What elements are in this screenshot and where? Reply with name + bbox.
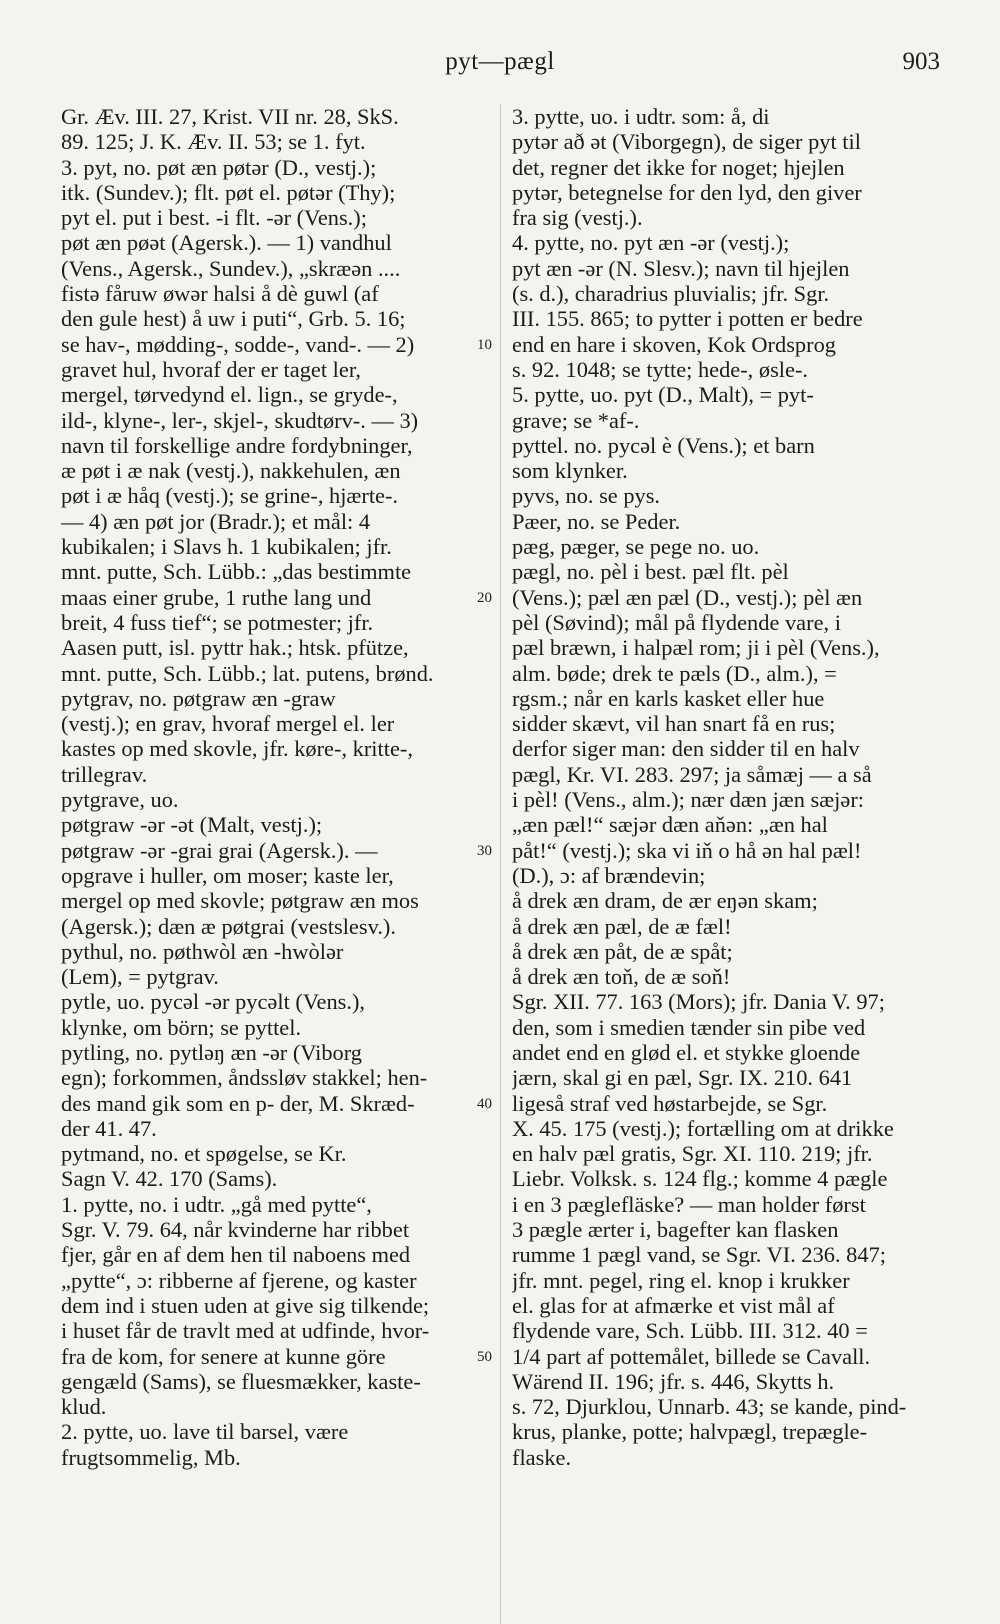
text-line: trillegrav. (61, 761, 148, 787)
text-line: pyt æn -ər (N. Slesv.); navn til hjejlen (512, 255, 850, 281)
text-line: pèl (Søvind); mål på flydende vare, i (512, 609, 841, 635)
text-line: pøt i æ håq (vestj.); se grine-, hjærte-. (61, 483, 399, 509)
text-line: egn); forkommen, åndssløv stakkel; hen- (61, 1065, 428, 1091)
text-line: mergel op med skovle; pøtgraw æn mos (61, 888, 419, 914)
text-line: pøtgraw -ər -grai grai (Agersk.). — (61, 837, 378, 863)
text-line: alm. bøde; drek te pæls (D., alm.), = (512, 660, 837, 686)
text-line: s. 72, Djurklou, Unnarb. 43; se kande, pind- (512, 1394, 907, 1420)
text-line: mergel, tørvedynd el. lign., se gryde-, (61, 382, 398, 408)
text-line: 3. pyt, no. pøt æn pøtər (D., vestj.); (61, 154, 377, 180)
text-line: maas einer grube, 1 ruthe lang und (61, 584, 372, 610)
text-line: (Vens., Agersk., Sundev.), „skræən .... (61, 255, 401, 281)
text-line: des mand gik som en p- der, M. Skræd- (61, 1090, 415, 1116)
text-line: fjer, går en af dem hen til naboens med (61, 1242, 411, 1268)
text-line: el. glas for at afmærke et vist mål af (512, 1292, 835, 1318)
text-line: 4. pytte, no. pyt æn -ər (vestj.); (512, 230, 790, 256)
text-line: pytgrav, no. pøtgraw æn -graw (61, 685, 336, 711)
text-line: i pèl! (Vens., alm.); nær dæn jæn sæjər: (512, 787, 864, 813)
text-line: pytər, betegnelse for den lyd, den giver (512, 179, 862, 205)
text-line: der 41. 47. (61, 1115, 157, 1141)
text-line: rumme 1 pægl vand, se Sgr. VI. 236. 847; (512, 1242, 886, 1268)
text-line: Wärend II. 196; jfr. s. 446, Skytts h. (512, 1368, 835, 1394)
text-line: kubikalen; i Slavs h. 1 kubikalen; jfr. (61, 534, 392, 560)
text-line: X. 45. 175 (vestj.); fortælling om at drikke (512, 1115, 894, 1141)
text-line: navn til forskellige andre fordybninger, (61, 432, 413, 458)
text-line: grave; se *af-. (512, 407, 640, 433)
text-line: 3 pægle ærter i, bagefter kan flasken (512, 1217, 839, 1243)
text-line: (vestj.); en grav, hvoraf mergel el. ler (61, 711, 395, 737)
text-line: 1/4 part af pottemålet, billede se Cavall. (512, 1343, 871, 1369)
line-number: 40 (477, 1095, 492, 1112)
text-line: pytling, no. pytləŋ æn -ər (Viborg (61, 1039, 362, 1065)
line-number: 10 (477, 336, 492, 353)
text-line: pægl, no. pèl i best. pæl flt. pèl (512, 559, 789, 585)
text-line: pyttel. no. pycəl è (Vens.); et barn (512, 432, 815, 458)
text-line: den, som i smedien tænder sin pibe ved (512, 1014, 866, 1040)
line-number: 50 (477, 1348, 492, 1365)
text-line: 89. 125; J. K. Æv. II. 53; se 1. fyt. (61, 129, 366, 155)
text-line: 5. pytte, uo. pyt (D., Malt), = pyt- (512, 382, 814, 408)
text-line: å drek æn dram, de ær eŋən skam; (512, 888, 818, 914)
text-line: pythul, no. pøthwòl æn -hwòlər (61, 938, 344, 964)
text-line: (Vens.); pæl æn pæl (D., vestj.); pèl æn (512, 584, 863, 610)
text-line: pyt el. put i best. -i flt. -ər (Vens.); (61, 205, 367, 231)
text-line: ild-, klyne-, ler-, skjel-, skudtørv-. — 3) (61, 407, 419, 433)
text-line: Sgr. V. 79. 64, når kvinderne har ribbet (61, 1217, 410, 1243)
text-line: Gr. Æv. III. 27, Krist. VII nr. 28, SkS. (61, 104, 399, 129)
text-line: Sagn V. 42. 170 (Sams). (61, 1166, 278, 1192)
text-line: gravet hul, hvoraf der er taget ler, (61, 356, 361, 382)
text-line: Aasen putt, isl. pyttr hak.; htsk. pfütze, (61, 635, 409, 661)
text-line: andet end en glød el. et stykke gloende (512, 1039, 861, 1065)
text-line: mnt. putte, Sch. Lübb.; lat. putens, brønd. (61, 660, 434, 686)
text-line: fistə fåruw øwər halsi å dè guwl (af (61, 281, 379, 307)
text-line: jærn, skal gi en pæl, Sgr. IX. 210. 641 (512, 1065, 853, 1091)
text-line: påt!“ (vestj.); ska vi iň o hå ən hal pæl! (512, 837, 862, 863)
text-line: den gule hest) å uw i puti“, Grb. 5. 16; (61, 306, 406, 332)
text-line: klynke, om börn; se pyttel. (61, 1014, 302, 1040)
text-line: rgsm.; når en karls kasket eller hue (512, 685, 825, 711)
text-line: å drek æn pæl, de æ fæl! (512, 913, 732, 939)
text-line: dem ind i stuen uden at give sig tilkende; (61, 1292, 430, 1318)
text-line: — 4) æn pøt jor (Bradr.); et mål: 4 (61, 508, 371, 534)
text-line: fra sig (vestj.). (512, 205, 643, 231)
page-number: 903 (902, 48, 940, 75)
page-header (60, 48, 940, 84)
text-line: pytgrave, uo. (61, 787, 179, 813)
text-line: pæg, pæger, se pege no. uo. (512, 534, 760, 560)
text-line: opgrave i huller, om moser; kaste ler, (61, 862, 394, 888)
text-line: (s. d.), charadrius pluvialis; jfr. Sgr. (512, 281, 830, 307)
text-line: gengæld (Sams), se fluesmækker, kaste- (61, 1368, 421, 1394)
text-line: end en hare i skoven, Kok Ordsprog (512, 331, 836, 357)
text-line: pæl bræwn, i halpæl rom; ji i pèl (Vens.), (512, 635, 880, 661)
text-line: kastes op med skovle, jfr. køre-, kritte-, (61, 736, 413, 762)
text-line: flaske. (512, 1444, 572, 1470)
text-line: pytle, uo. pycəl -ər pycəlt (Vens.), (61, 989, 366, 1015)
text-line: breit, 4 fuss tief“; se potmester; jfr. (61, 609, 374, 635)
text-line: pøt æn pøət (Agersk.). — 1) vandhul (61, 230, 392, 256)
text-line: i huset får de travlt med at udfinde, hvor- (61, 1318, 430, 1344)
text-line: III. 155. 865; to pytter i potten er bedre (512, 306, 863, 332)
text-line: som klynker. (512, 458, 628, 484)
text-line: sidder skævt, vil han snart få en rus; (512, 711, 836, 737)
text-line: derfor siger man: den sidder til en halv (512, 736, 860, 762)
text-line: Liebr. Volksk. s. 124 flg.; komme 4 pægle (512, 1166, 888, 1192)
text-line: i en 3 pæglefläske? — man holder først (512, 1191, 866, 1217)
text-line: „æn pæl!“ sæjər dæn aňən: „æn hal (512, 812, 828, 838)
text-line: jfr. mnt. pegel, ring el. knop i krukker (512, 1267, 850, 1293)
text-line: (Agersk.); dæn æ pøtgrai (vestslesv.). (61, 913, 396, 939)
text-line: pøtgraw -ər -ət (Malt, vestj.); (61, 812, 323, 838)
text-line: (Lem), = pytgrav. (61, 964, 219, 990)
text-line: (D.), ɔ: af brændevin; (512, 862, 706, 888)
text-line: ligeså straf ved høstarbejde, se Sgr. (512, 1090, 828, 1116)
text-line: s. 92. 1048; se tytte; hede-, øsle-. (512, 356, 808, 382)
text-line: det, regner det ikke for noget; hjejlen (512, 154, 845, 180)
text-line: klud. (61, 1394, 107, 1420)
text-line: itk. (Sundev.); flt. pøt el. pøtər (Thy); (61, 179, 396, 205)
line-number: 20 (477, 589, 492, 606)
text-line: 2. pytte, uo. lave til barsel, være (61, 1419, 349, 1445)
column-divider (500, 104, 501, 1624)
running-title: pyt—pægl (445, 48, 555, 75)
text-line: Sgr. XII. 77. 163 (Mors); jfr. Dania V. 97; (512, 989, 885, 1015)
text-line: „pytte“, ɔ: ribberne af fjerene, og kaster (61, 1267, 417, 1293)
right-column (512, 104, 942, 1470)
left-column (61, 104, 491, 1470)
text-line: fra de kom, for senere at kunne göre (61, 1343, 386, 1369)
text-line: flydende vare, Sch. Lübb. III. 312. 40 = (512, 1318, 868, 1344)
text-line: 3. pytte, uo. i udtr. som: å, di (512, 104, 770, 129)
text-line: mnt. putte, Sch. Lübb.: „das bestimmte (61, 559, 412, 585)
line-number: 30 (477, 842, 492, 859)
text-line: æ pøt i æ nak (vestj.), nakkehulen, æn (61, 458, 401, 484)
text-line: pytər að ət (Viborgegn), de siger pyt til (512, 129, 861, 155)
text-line: pægl, Kr. VI. 283. 297; ja såmæj — a så (512, 761, 872, 787)
text-line: en halv pæl gratis, Sgr. XI. 110. 219; jfr. (512, 1141, 873, 1167)
text-line: krus, planke, potte; halvpægl, trepægle- (512, 1419, 868, 1445)
text-line: pyvs, no. se pys. (512, 483, 661, 509)
text-line: pytmand, no. et spøgelse, se Kr. (61, 1141, 347, 1167)
text-line: frugtsommelig, Mb. (61, 1444, 241, 1470)
text-line: Pæer, no. se Peder. (512, 508, 681, 534)
text-line: å drek æn påt, de æ spåt; (512, 938, 733, 964)
text-line: se hav-, mødding-, sodde-, vand-. — 2) (61, 331, 415, 357)
text-line: å drek æn toň, de æ soň! (512, 964, 731, 990)
text-line: 1. pytte, no. i udtr. „gå med pytte“, (61, 1191, 372, 1217)
